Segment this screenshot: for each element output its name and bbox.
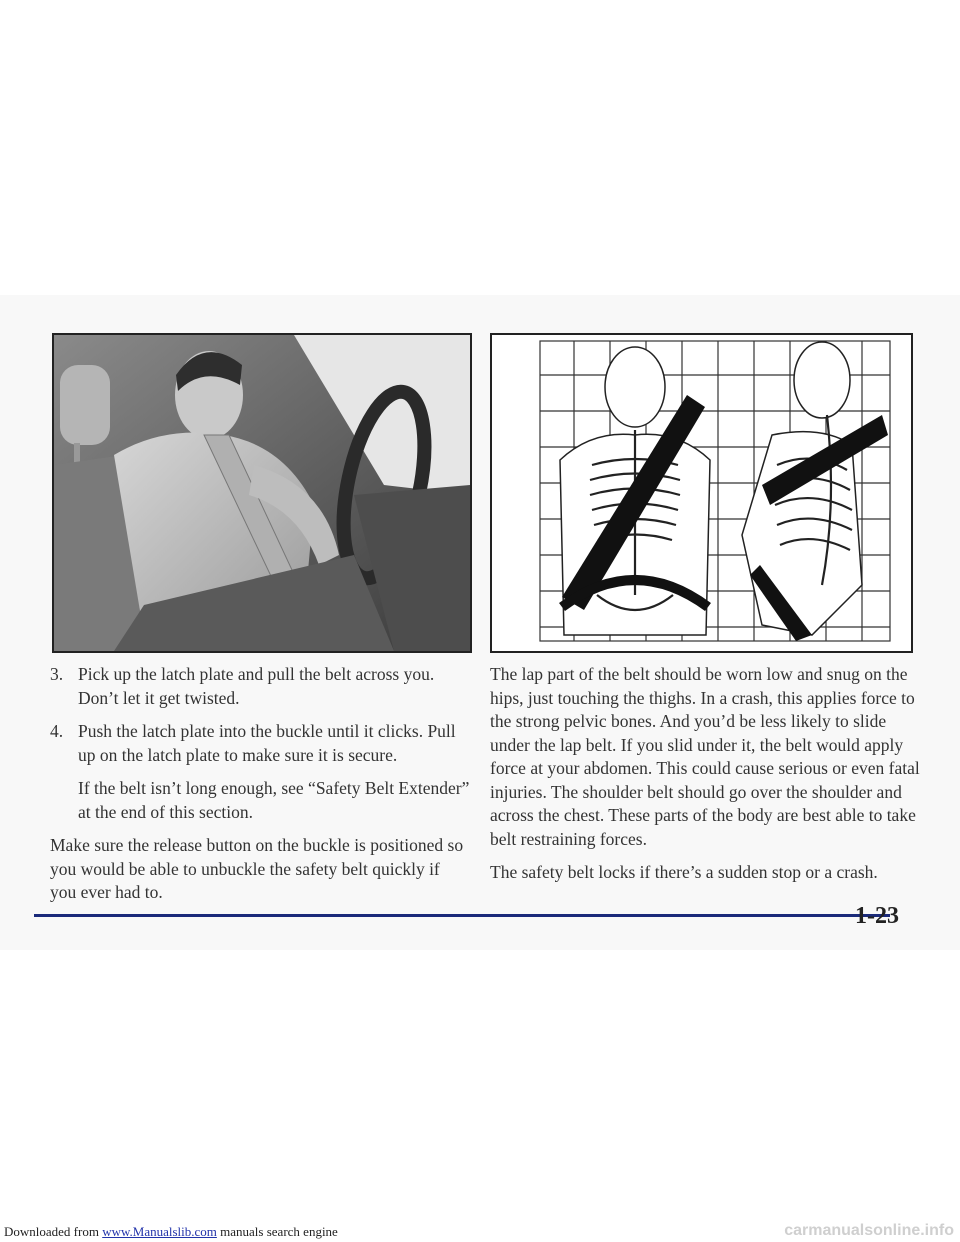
step-3-number: 3. xyxy=(50,664,64,684)
release-button-paragraph: Make sure the release button on the buckle is positioned so you would be able to unbuckle the safety belt quickly if you ever had to. xyxy=(50,835,464,902)
belt-extender-note: If the belt isn’t long enough, see “Safety Belt Extender” at the end of this section. xyxy=(78,778,470,822)
driver-illustration-icon xyxy=(54,335,470,651)
skeleton-diagram-icon xyxy=(492,335,911,651)
manualslib-link[interactable]: www.Manualslib.com xyxy=(102,1224,217,1239)
download-prefix: Downloaded from xyxy=(4,1224,103,1239)
step-4 xyxy=(50,720,470,767)
page-number: 1-23 xyxy=(855,903,899,929)
download-suffix: manuals search engine xyxy=(216,1224,338,1239)
belt-locks-paragraph: The safety belt locks if there’s a sudden stop or a crash. xyxy=(490,862,878,882)
lap-belt-paragraph: The lap part of the belt should be worn low and snug on the hips, just touching the thighs. In a crash, this applies force to the strong pelvic bones. And you’d be less likely to slide under the lap belt. If you slid under it, the belt would apply force at your abdomen. This could cause serious or even fatal injuries. The shoulder belt should go over the shoulder and across the chest. These parts of the body are best able to take belt restraining forces. xyxy=(490,664,920,849)
right-text-column xyxy=(490,663,922,895)
left-text-column xyxy=(50,663,470,915)
download-source-line xyxy=(4,1224,338,1240)
step-4-text: Push the latch plate into the buckle until it clicks. Pull up on the latch plate to make sure it is secure. xyxy=(78,721,456,765)
footer-rule xyxy=(34,914,890,917)
step-3-text: Pick up the latch plate and pull the belt across you. Don’t let it get twisted. xyxy=(78,664,435,708)
driver-fastening-seatbelt-illustration xyxy=(52,333,472,653)
skeleton-seatbelt-position-diagram xyxy=(490,333,913,653)
step-4-number: 4. xyxy=(50,721,64,741)
step-3 xyxy=(50,663,470,710)
watermark: carmanualsonline.info xyxy=(784,1222,954,1239)
